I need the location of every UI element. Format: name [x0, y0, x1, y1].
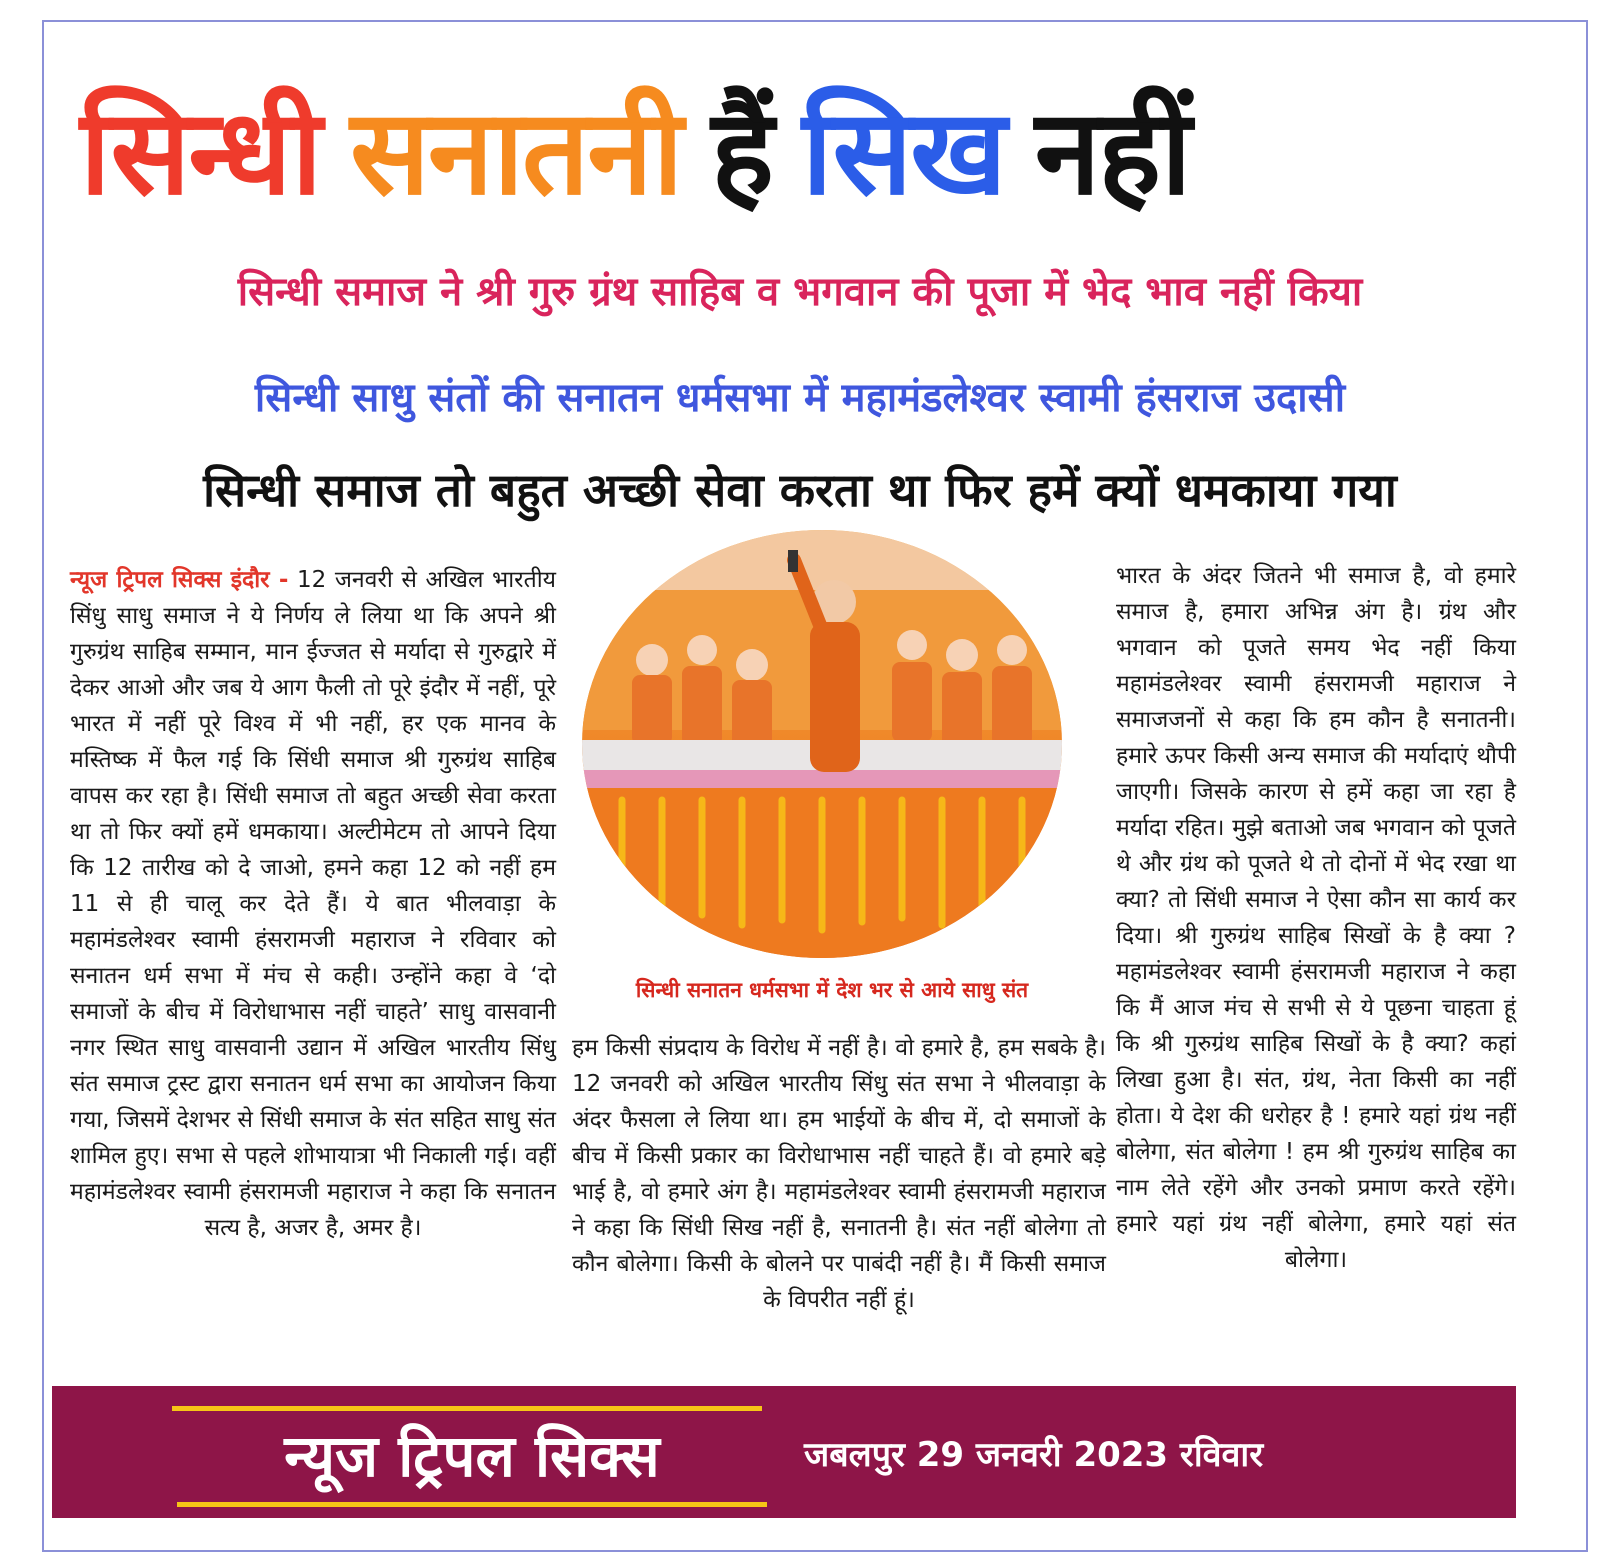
event-photo-illustration — [582, 530, 1062, 958]
headline-word-4: सिख — [801, 83, 1005, 221]
main-headline — [80, 65, 1520, 240]
article-text-left: 12 जनवरी से अखिल भारतीय सिंधु साधु समाज ने ये निर्णय ले लिया था कि अपने श्री गुरुग्रंथ साहिब सम्मान, मान ईज्जत से मर्यादा से गुरुद्वारे में देकर आओ और जब ये आग फैली तो पूरे इंदौर में नहीं, पूरे भारत में नहीं पूरे विश्व में भी नहीं, हर एक मानव के मस्तिष्क में फैल गई कि सिंधी समाज श्री गुरुग्रंथ साहिब वापस कर रहा है। सिंधी समाज तो बहुत अच्छी सेवा करता था तो फिर क्यों हमें धमकाया। अल्टीमेटम तो आपने दिया कि 12 तारीख को दे जाओ, हमने कहा 12 को नहीं हम 11 से ही चालू कर देते हैं। ये बात भीलवाड़ा के महामंडलेश्वर स्वामी हंसरामजी महाराज ने रविवार को सनातन धर्म सभा में मंच से कही। उन्होंने कहा वे ‘दो समाजों के बीच में विरोधाभास नहीं चाहते’ साधु वासवानी नगर स्थित साधु वासवानी उद्यान में अखिल भारतीय सिंधु संत समाज ट्रस्ट द्वारा सनातन धर्म सभा का आयोजन किया गया, जिसमें देशभर से सिंधी समाज के संत सहित साधु संत शामिल हुए। सभा से पहले शोभायात्रा भी निकाली गई। वहीं महामंडलेश्वर स्वामी हंसरामजी महाराज ने कहा कि सनातन सत्य है, अजर है, अमर है। — [70, 567, 557, 1241]
headline-word-5: नहीं — [1034, 83, 1190, 221]
subheadline-3: सिन्धी समाज तो बहुत अच्छी सेवा करता था फिर हमें क्यों धमकाया गया — [203, 463, 1397, 517]
headline-word-1: सिन्धी — [80, 83, 321, 221]
article-text-middle: हम किसी संप्रदाय के विरोध में नहीं है। वो हमारे है, हम सबके है। 12 जनवरी को अखिल भारतीय सिंधु संत सभा ने भीलवाड़ा के अंदर फैसला ले लिया था। हम भाईयों के बीच में, दो समाजों के बीच में किसी प्रकार का विरोधाभास नहीं चाहते हैं। वो हमारे बड़े भाई है, वो हमारे अंग है। महामंडलेश्वर स्वामी हंसरामजी महाराज ने कहा कि सिंधी सिख नहीं है, सनातनी है। संत नहीं बोलेगा तो कौन बोलेगा। किसी के बोलने पर पाबंदी नहीं है। मैं किसी समाज के विपरीत नहीं हूं। — [572, 1035, 1106, 1313]
footer-date: जबलपुर 29 जनवरी 2023 रविवार — [804, 1435, 1264, 1475]
article-column-middle — [572, 1030, 1106, 1318]
footer-rule-bottom — [177, 1502, 767, 1507]
headline-word-2: सनातनी — [350, 83, 682, 221]
headline-word-3: हैं — [711, 83, 772, 221]
article-text-right: भारत के अंदर जितने भी समाज है, वो हमारे समाज है, हमारा अभिन्न अंग है। ग्रंथ और भगवान को पूजते समय भेद नहीं किया महामंडलेश्वर स्वामी हंसरामजी महाराज ने समाजजनों से कहा कि हम कौन है सनातनी। हमारे ऊपर किसी अन्य समाज की मर्यादाएं थौपी जाएगी। जिसके कारण से हमें कहा जा रहा है मर्यादा रहित। मुझे बताओ जब भगवान को पूजते थे और ग्रंथ को पूजते थे तो दोनों में भेद रखा था क्या? तो सिंधी समाज ने ऐसा कौन सा कार्य कर दिया। श्री गुरुग्रंथ साहिब सिखों के है क्या ? महामंडलेश्वर स्वामी हंसरामजी महाराज ने कहा कि मैं आज मंच से सभी से ये पूछना चाहता हूं कि श्री गुरुग्रंथ साहिब सिखों के है क्या? कहां लिखा हुआ है। संत, ग्रंथ, नेता किसी का नहीं होता। ये देश की धरोहर है ! हमारे यहां ग्रंथ नहीं बोलेगा, संत बोलेगा ! हम श्री गुरुग्रंथ साहिब का नाम लेते रहेंगे और उनको प्रमाण करते रहेंगे। हमारे यहां ग्रंथ नहीं बोलेगा, हमारे यहां संत बोलेगा। — [1116, 563, 1516, 1273]
article-column-right — [1116, 558, 1516, 1278]
dateline: न्यूज ट्रिपल सिक्स इंदौर - — [70, 567, 289, 593]
subheadline-1: सिन्धी समाज ने श्री गुरु ग्रंथ साहिब व भगवान की पूजा में भेद भाव नहीं किया — [237, 269, 1363, 315]
footer-rule-top — [172, 1406, 762, 1411]
event-photo — [582, 530, 1062, 958]
photo-caption: सिन्धी सनातन धर्मसभा में देश भर से आये साधु संत — [635, 978, 1029, 1002]
article-column-left — [70, 562, 556, 1246]
footer-brand: न्यूज ट्रिपल सिक्स — [284, 1422, 660, 1490]
footer-band — [52, 1386, 1516, 1518]
subheadline-2: सिन्धी साधु संतों की सनातन धर्मसभा में महामंडलेश्वर स्वामी हंसराज उदासी — [254, 375, 1346, 421]
